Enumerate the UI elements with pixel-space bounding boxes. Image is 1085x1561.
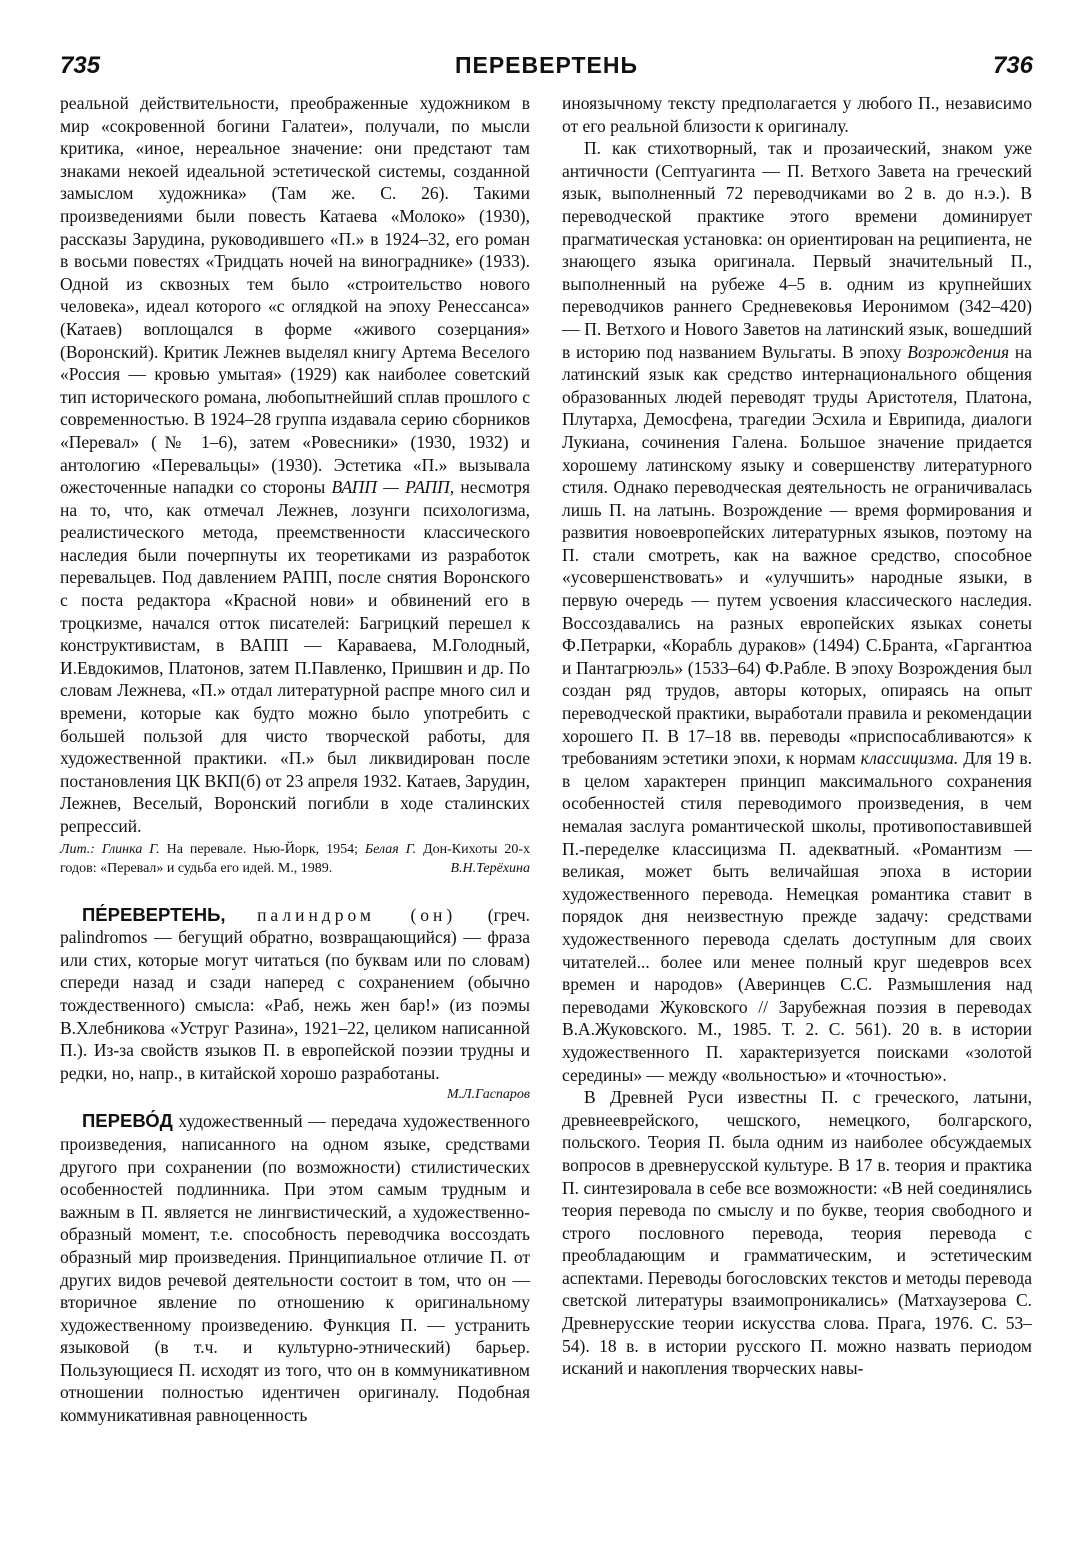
running-title: ПЕРЕВЕРТЕНЬ (454, 52, 639, 78)
lit-label: Лит.: (60, 841, 102, 857)
lit-author: Белая Г. (364, 841, 417, 857)
bibliography (60, 840, 530, 878)
lit-item: На перевале. Нью-Йорк, 1954; (159, 841, 365, 857)
paragraph: В Древней Руси известны П. с греческого, латыни, древнееврейского, чешского, немецкого, болгарского, польского. Теория П. была одним из наиболее обсуждаемых вопросов в древнерусской культуре. В 17 в. теория и практика П. синтезировала в себе все возможности: «В ней соединялись теория перевода по смыслу и по букве, теория свободного и строго пословного перевода, теория перевода с преобладающим и грамматическим, и эстетическим аспектами. Переводы богословских текстов и методы перевода светской литературы взаимопроникались» (Матхаузерова С. Древнерусские теории искусства слова. Прага, 1976. С. 53–54). 18 в. в истории русского П. можно назвать периодом исканий и накопления творческих навы- (562, 1087, 1032, 1379)
entry-headword: ПЕ́РЕВЕРТЕНЬ, (82, 903, 226, 925)
entry-perevod (60, 1110, 530, 1426)
entry-headword: ПЕРЕВО́Д (82, 1110, 173, 1132)
entry-synonym: палиндром (он) (257, 904, 457, 925)
page-number-right: 736 (992, 52, 1033, 79)
cross-reference-vapp-rapp: ВАПП — РАПП, (331, 477, 455, 498)
page-number-left: 735 (60, 52, 101, 79)
text-run: на латинский язык как средство интернационального общения образованных людей переводят труды Аристотеля, Платона, Плутарха, Демосфена, трагедии Эсхила и Еврипида, диалоги Лукиана, сочинения Галена. Большое значение придается хорошему латинскому языку и совершенству литературного стиля. Однако переводческая деятельность не ограничивалась лишь П. на латынь. Возрождение — время формирования и развития новоевропейских литературных языков, поэтому на П. стали смотреть, как на важное средство, способное «усовершенствовать» и «улучшить» народные языки, в первую очередь — путем усвоения классического наследия. Воссоздавались на разных европейских языках сонеты Ф.Петрарки, «Корабль дураков» (1494) С.Бранта, «Гаргантюа и Пантагрюэль» (1533–64) Ф.Рабле. В эпоху Возрождения был создан ряд трудов, авторы которых, опираясь на опыт переводческой практики, выработали правила и рекомендации хорошего П. В 17–18 вв. переводы «приспосабливаются» к требованиям эстетики эпохи, к нормам (562, 341, 1032, 769)
cross-reference-classicism: классицизма. (860, 748, 959, 769)
left-column (60, 92, 530, 1427)
paragraph (562, 137, 1032, 1086)
text-run: реальной действительности, преображенные художником в мир «сокровенной богини Галатеи», получали, по мысли критика, «иное, нереальное значение: они предстают там знаками некоей идеальной эстетической системы, созданной замыслом художника» (Там же. С. 26). Такими произведениями были повесть Катаева «Молоко» (1930), рассказы Зарудина, руководившего «П.» в 1924–32, его роман в восьми повестях «Тридцать ночей на винограднике» (1933). Одной из сквозных тем было «строительство нового человека», идеал которого «с оглядкой на эпоху Ренессанса» (Катаев) воплощался в форме «живого созерцания» (Воронский). Критик Лежнев выделял книгу Артема Веселого «Россия — кровью умытая» (1929) как наиболее советский тип исторического романа, любопытнейший сплав прошлого с современностью. В 1924–28 группа издавала серию сборников «Перевал» (№ 1–6), затем «Ровесники» (1930, 1932) и антологию «Перевальцы» (1930). Эстетика «П.» вызывала ожесточенные нападки со стороны (60, 93, 530, 498)
right-column (562, 92, 1032, 1380)
text-run: П. как стихотворный, так и прозаический, знаком уже античности (Септуагинта — П. Ветхого Завета на греческий язык, выполненный 72 переводчиками во 2 в. до н.э.). В переводческой практике этого времени доминирует прагматическая установка: он ориентирован на реципиента, не знающего языка оригинала. Первый значительный П., выполненный на рубеже 4–5 в. одним из крупнейших переводчиков раннего Средневековья Иеронимом (342–420) — П. Ветхого и Нового Заветов на латинский язык, вошедший в историю под названием Вульгаты. В эпоху (562, 138, 1032, 362)
author-signature: М.Л.Гаспаров (446, 1087, 530, 1103)
entry-perevertenj (60, 903, 531, 1103)
text-run: Для 19 в. в целом характерен принцип максимального сохранения особенностей стиля переводимого произведения, в чем немалая заслуга романтической школы, противопоставившей П.-переделке классицизма П. адекватный. «Романтизм — великая, может быть величайшая эпоха в истории художественного перевода. Немецкая романтика ставит в порядок дня неизвестную прежде задачу: средствами художественного перевода сделать доступным для своих читателей... более или менее полный круг шедевров всех времен и народов» (Аверинцев С.С. Размышления над переводами Жуковского // Зарубежная поэзия в переводах В.А.Жуковского. М., 1985. Т. 2. С. 561). 20 в. в истории художественного П. характеризуется поисками «золотой середины» — между «вольностью» и «точностью». (562, 748, 1033, 1085)
lit-item: Дон-Кихоты 20-х годов: «Перевал» и судьба его идей. М., 1989. (60, 841, 530, 876)
paragraph: иноязычному тексту предполагается у любого П., независимо от его реальной близости к оригиналу. (562, 93, 1032, 136)
lit-author: Глинка Г. (101, 841, 160, 857)
paragraph-continued (60, 92, 530, 838)
author-signature: В.Н.Терёхина (450, 860, 530, 876)
running-header (60, 52, 1033, 88)
text-run: несмотря на то, что, как отмечал Лежнев, лозунги психологизма, реалистического метода, преемственности классического наследия были почерпнуты их теоретиками из разработок перевальцев. Под давлением РАПП, после снятия Воронского с поста редактора «Красной нови» и обвинений его в троцкизме, начался отток писателей: Багрицкий перешел к конструктивистам, в ВАПП — Караваева, М.Голодный, И.Евдокимов, Платонов, затем П.Павленко, Пришвин и др. По словам Лежнева, «П.» отдал литературной распре много сил и времени, которые как будто можно было употребить с большей пользой для чисто творческой работы, для художественной практики. «П.» был ликвидирован после постановления ЦК ВКП(б) от 23 апреля 1932. Катаев, Зарудин, Лежнев, Веселый, Воронский погибли в ходе сталинских репрессий. (60, 477, 530, 836)
cross-reference-renaissance: Возрождения (907, 341, 1010, 362)
entry-text: художественный — передача художественного произведения, написанного на одном языке, средствами другого при сохранении (по возможности) стилистических особенностей подлинника. При этом самым трудным и важным в П. является не лингвистический, а художественно-образный момент, т.е. способность переводчика воссоздать образный мир произведения. Принципиальное отличие П. от других видов речевой деятельности состоит в том, что он — вторичное явление по отношению к оригинальному художественному произведению. Функция П. — устранить языковой (в т.ч. и культурно-этнический) барьер. Пользующиеся П. исходят из того, что он в коммуникативном отношении полностью идентичен оригиналу. Подобная коммуникативная равноценность (60, 1111, 530, 1426)
entry-text: (греч. palindromos — бегущий обратно, возвращающийся) — фраза или стих, которые могут читаться (по буквам или по словам) спереди назад и сзади наперед с сохранением (обычно тождественного) смысла: «Раб, нежь жен бар!» (из поэмы В.Хлебникова «Уструг Разина», 1921–22, целиком написанной П.). Из-за свойств языков П. в европейской поэзии трудны и редки, но, напр., в китайской хорошо разработаны. (60, 904, 531, 1083)
